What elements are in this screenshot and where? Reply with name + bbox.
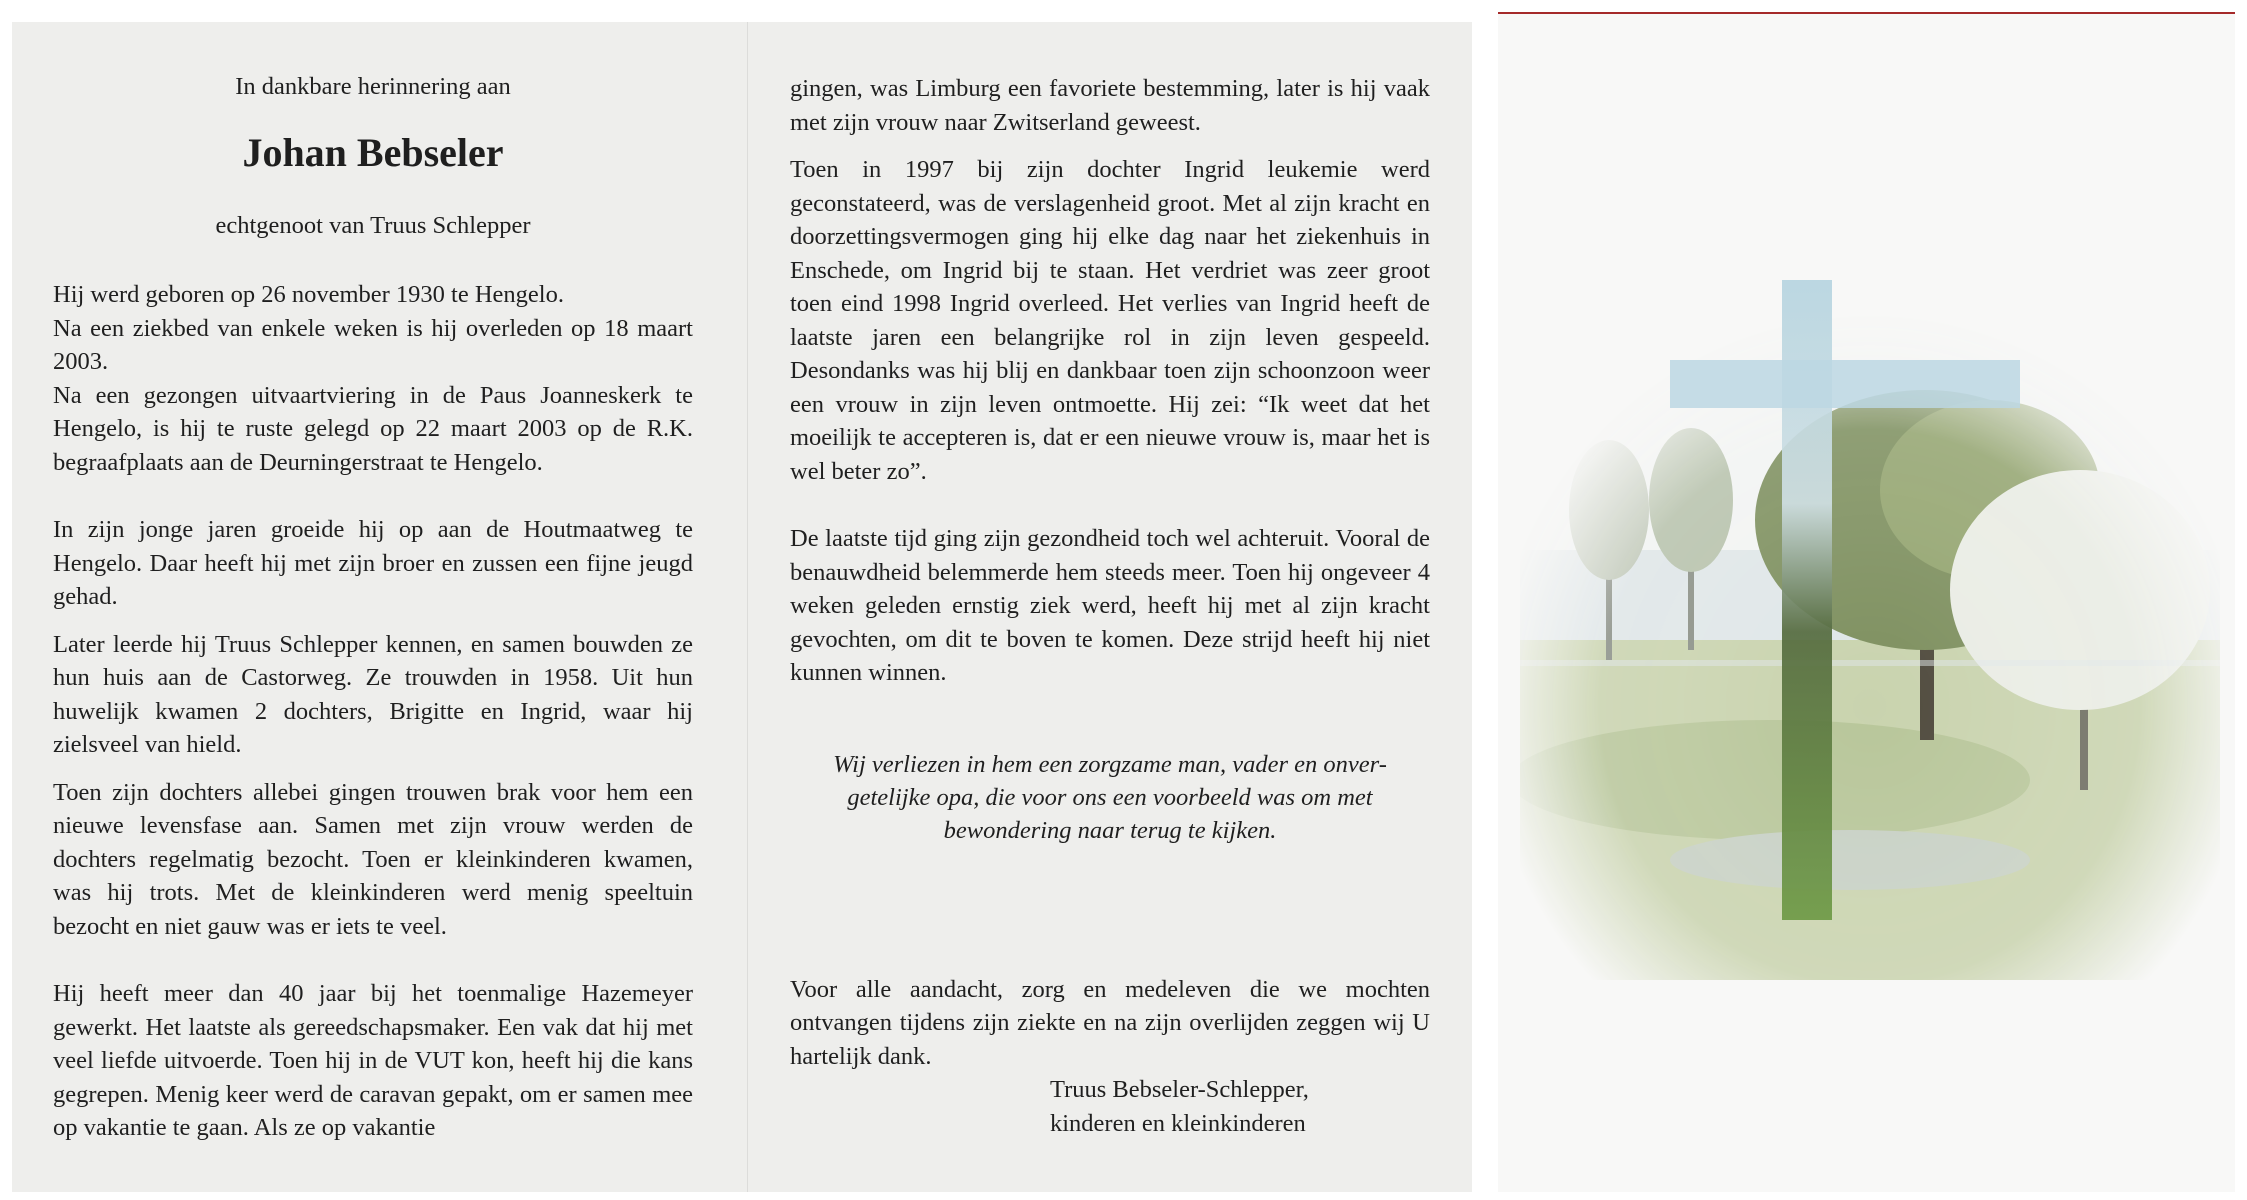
closing-quote <box>790 748 1430 847</box>
signature <box>1050 1073 1430 1140</box>
holiday-paragraph: gingen, was Limburg een favoriete bestemming, later is hij vaak met zijn vrouw naar Zwitserland geweest. <box>790 75 1430 136</box>
signature-line: kinderen en kleinkinderen <box>1050 1109 1306 1137</box>
funeral-paragraph: Na een gezongen uitvaartviering in de Paus Joanneskerk te Hengelo, is hij te ruste gelegd op 22 maart 2003 op de R.K. begraafplaats aan de Deurningerstraat te Hengelo. <box>53 381 693 476</box>
illness-daughter-paragraph: Toen in 1997 bij zijn dochter Ingrid leukemie werd geconstateerd, was de verslagenheid groot. Met al zijn kracht en doorzettingsvermogen ging hij elke dag naar het ziekenhuis in Enschede, om Ingrid bij te staan. Het verdriet was zeer groot toen eind 1998 Ingrid overleed. Het verlies van Ingrid heeft de laatste jaren een belangrijke rol in zijn leven gespeeld. Desondanks was hij blij en dankbaar toen zijn schoonzoon weer een vrouw in zijn leven ontmoette. Hij zei: “Ik weet dat het moeilijk te accepteren is, dat er een nieuwe vrouw is, maar het is wel beter zo”. <box>790 156 1430 485</box>
deceased-name: Johan Bebseler <box>242 129 504 175</box>
marriage-paragraph: Later leerde hij Truus Schlepper kennen, en samen bouwden ze hun huis aan de Castorweg. Ze trouwden in 1958. Uit hun huwelijk kwamen 2 dochters, Brigitte en Ingrid, waar hij zielsveel van hield. <box>53 630 693 758</box>
intro-line: In dankbare herinnering aan <box>235 73 511 100</box>
middle-text-column <box>790 72 1430 1140</box>
spouse-line: echtgenoot van Truus Schlepper <box>215 211 531 239</box>
quote-line: bewondering naar terug te kijken. <box>943 816 1277 844</box>
last-period-paragraph: De laatste tijd ging zijn gezondheid toch wel achteruit. Vooral de benauwdheid belemmerde hem steeds meer. Toen hij ongeveer 4 weken geleden ernstig ziek werd, heeft hij met al zijn kracht gevochten, om dit te boven te komen. Deze strijd heeft hij niet kunnen winnen. <box>790 525 1430 686</box>
youth-paragraph: In zijn jonge jaren groeide hij op aan de Houtmaatweg te Hengelo. Daar heeft hij met zijn broer en zussen een fijne jeugd gehad. <box>53 516 693 610</box>
quote-line: getelijke opa, die voor ons een voorbeeld was om met <box>847 783 1373 811</box>
cross-landscape-image <box>1520 260 2220 980</box>
work-paragraph: Hij heeft meer dan 40 jaar bij het toenmalige Hazemeyer gewerkt. Het laatste als gereedschapsmaker. Een vak dat hij met veel liefde uitvoerde. Toen hij in de VUT kon, heeft hij die kans gegrepen. Menig keer werd de caravan gepakt, om er samen mee op vakantie te gaan. Als ze op vakantie <box>53 980 693 1141</box>
signature-line: Truus Bebseler-Schlepper, <box>1050 1076 1309 1103</box>
fold-line <box>747 22 748 1192</box>
quote-line: Wij verliezen in hem een zorgzame man, vader en onver- <box>833 750 1387 778</box>
thanks-paragraph: Voor alle aandacht, zorg en medeleven die we mochten ontvangen tijdens zijn ziekte en na zijn overlijden zeggen wij U hartelijk dank. <box>790 975 1430 1070</box>
death-paragraph: Na een ziekbed van enkele weken is hij overleden op 18 maart 2003. <box>53 314 693 375</box>
left-text-column <box>53 50 693 1145</box>
grandchildren-paragraph: Toen zijn dochters allebei gingen trouwen brak voor hem een nieuwe levensfase aan. Samen met zijn vrouw werden de dochters regelmatig bezocht. Toen er kleinkinderen kwamen, was hij trots. Met de kleinkinderen werd menig speeltuin bezocht en niet gauw was er iets te veel. <box>53 778 693 940</box>
birth-paragraph: Hij werd geboren op 26 november 1930 te Hengelo. <box>53 281 564 308</box>
